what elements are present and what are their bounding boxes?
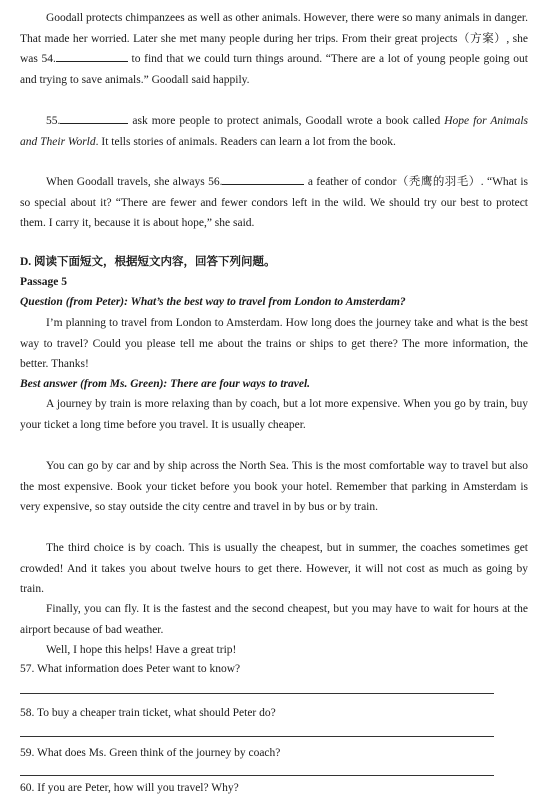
section-d-instruction: D. 阅读下面短文，根据短文内容，回答下列问题。 — [20, 256, 276, 268]
answer-paragraph-car-ship: You can go by car and by ship across the North Sea. This is the most comfortable way to travel but also the most expensive. Book your ticket before you book your hotel. Remember that parking in Amsterdam is very expensive, so stay outside the city centre and travel in by bus or by train. — [20, 460, 528, 513]
answer-line-58[interactable] — [20, 736, 494, 737]
question-58: 58. To buy a cheaper train ticket, what should Peter do? — [20, 707, 276, 719]
question-heading: Question (from Peter): What’s the best way to travel from London to Amsterdam? — [20, 296, 406, 308]
passage-5-label: Passage 5 — [20, 276, 67, 288]
question-57: 57. What information does Peter want to know? — [20, 663, 241, 675]
book-title: Hope for Animals and Their World — [20, 115, 529, 148]
question-59: 59. What does Ms. Green think of the journey by coach? — [20, 747, 281, 759]
para2-text-b: ask more people to protect animals, Goodall wrote a book called — [132, 115, 441, 127]
question-body: I’m planning to travel from London to Amsterdam. How long does the journey take and what is the best way to travel? Could you please tell me about the trains or ships to get there? The more information, the better. Thanks! — [20, 317, 528, 370]
blank-54[interactable] — [56, 49, 128, 62]
answer-paragraph-fly: Finally, you can fly. It is the fastest and the second cheapest, but you may have to wait for hours at the airport because of bad weather. — [20, 603, 528, 636]
answer-line-57[interactable] — [20, 693, 494, 694]
answer-paragraph-closing: Well, I hope this helps! Have a great trip! — [46, 644, 237, 656]
para1-text-b: to find that we could turn things around. “There are a lot of young people going out and trying to save animals.” Goodall said happily. — [20, 53, 528, 86]
passage4-paragraph-1 — [20, 8, 528, 90]
para1-text-a: Goodall protects chimpanzees as well as other animals. However, there were so many animals in danger. That made her worried. Later she met many people during her trips. From their great projects（方案）, she was 54. — [20, 12, 528, 65]
answer-line-59[interactable] — [20, 775, 494, 776]
passage4-paragraph-2 — [20, 111, 528, 152]
para2-text-a: 55. — [46, 115, 61, 127]
question-60: 60. If you are Peter, how will you travel? Why? — [20, 782, 239, 794]
answer-paragraph-coach: The third choice is by coach. This is usually the cheapest, but in summer, the coaches sometimes get crowded! And it takes you about twelve hours to get there. However, it will not cost as much as going by train. — [20, 542, 528, 595]
para3-text-a: When Goodall travels, she always 56. — [46, 176, 223, 188]
answer-heading: Best answer (from Ms. Green): There are four ways to travel. — [20, 378, 311, 390]
para3-text-b: a feather of condor（秃鹰的羽毛）. “What is so special about it? “There are fewer and fewer condors left in the wild. We should try our best to protect them. I carry it, because it is about hope,” she said. — [20, 176, 528, 229]
blank-55[interactable] — [60, 111, 128, 124]
para2-text-c: . It tells stories of animals. Readers can learn a lot from the book. — [95, 135, 396, 148]
answer-paragraph-train: A journey by train is more relaxing than by coach, but a lot more expensive. When you go by train, buy your ticket a long time before you travel. It is usually cheaper. — [20, 398, 528, 431]
blank-56[interactable] — [222, 172, 304, 185]
passage4-paragraph-3 — [20, 172, 528, 234]
